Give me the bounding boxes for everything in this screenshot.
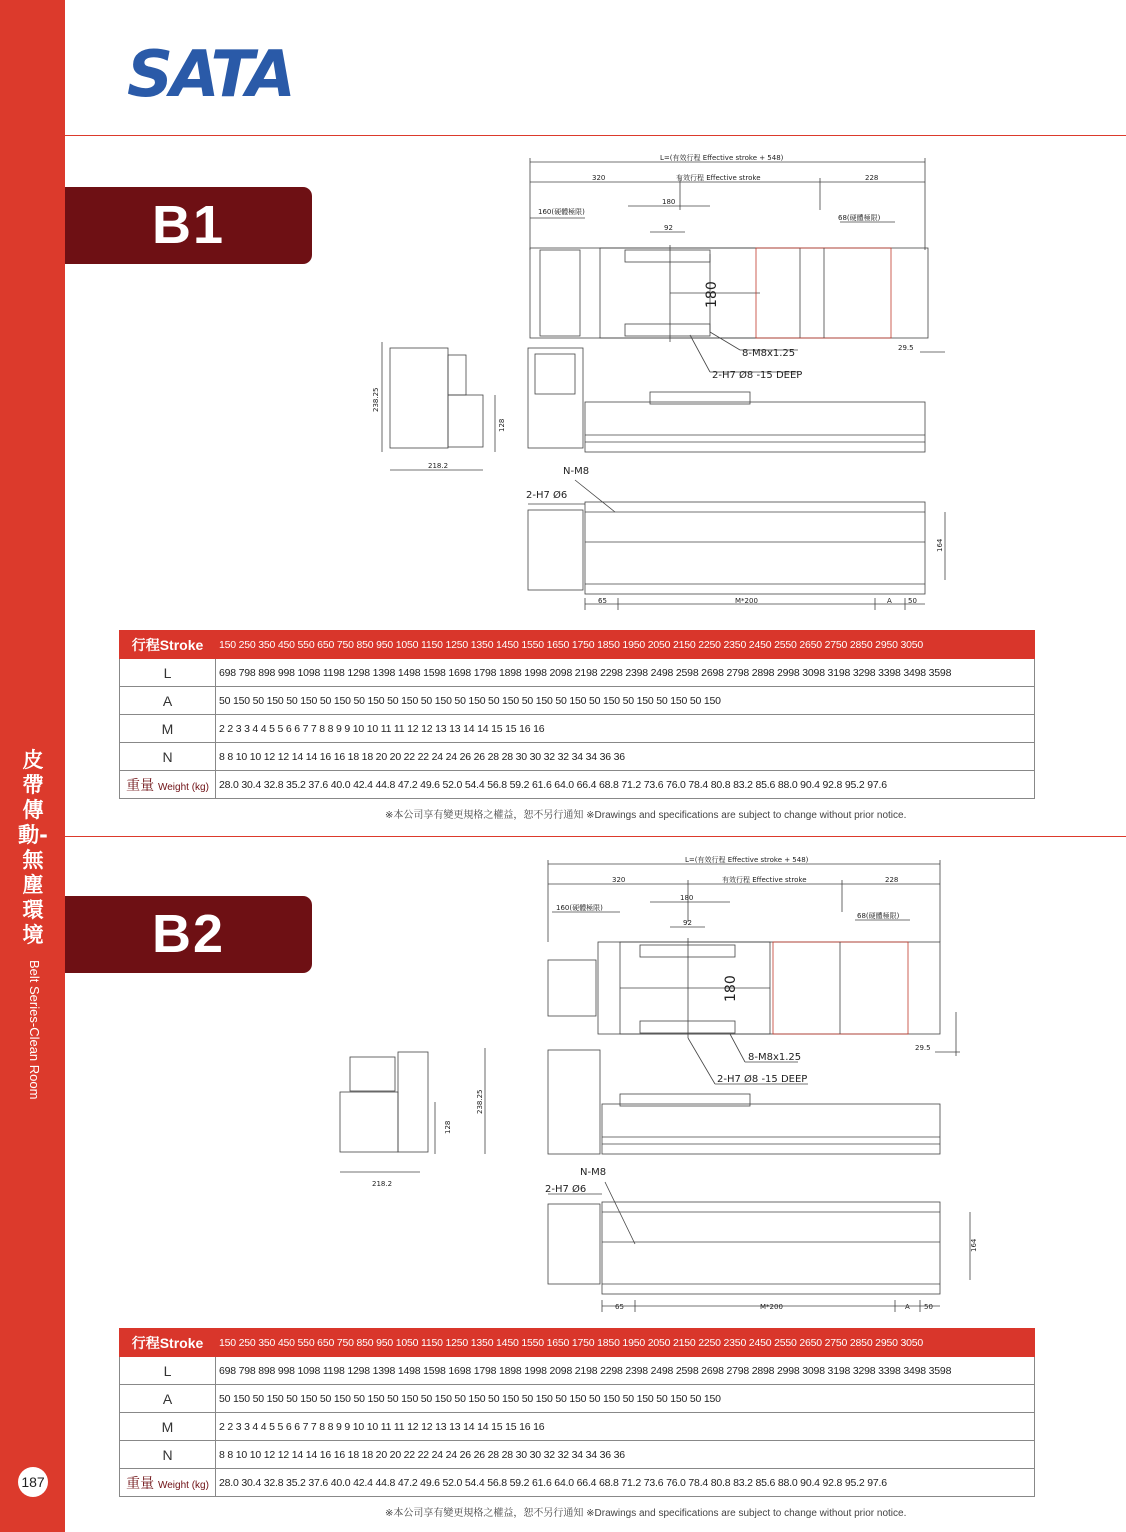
dim-h7-15: 2-H7 Ø8 -15 DEEP [712, 370, 803, 381]
dim-l-label: L=(有效行程 Effective stroke + 548) [685, 856, 809, 864]
section-rule-middle [65, 836, 1126, 837]
dim-h7-6: 2-H7 Ø6 [526, 490, 568, 501]
spec-table-b2 [119, 1328, 1035, 1497]
footnote-b1: ※本公司享有變更規格之權益，恕不另行通知 ※Drawings and specifications are subject to change without prior notice. [385, 810, 907, 821]
table-row [120, 1385, 1035, 1413]
dim-218-2: 218.2 [372, 1180, 393, 1188]
row-values-stroke: 150 250 350 450 550 650 750 850 950 1050 1150 1250 1350 1450 1550 1650 1750 1850 1950 2050 2150 2250 2350 2450 2550 2650 2750 2850 2950 3050 [216, 631, 1035, 659]
dim-m8: 8-M8x1.25 [742, 348, 796, 359]
dim-stroke: 有效行程 Effective stroke [676, 174, 761, 182]
dim-m200: M*200 [735, 597, 758, 605]
row-label-l: L [120, 1357, 216, 1385]
sidebar-title-en: Belt Series-Clean Room [27, 960, 42, 1100]
table-row [120, 1329, 1035, 1357]
row-label-n: N [120, 1441, 216, 1469]
table-row [120, 1413, 1035, 1441]
dim-180: 180 [704, 281, 720, 308]
model-tag-b2: B2 [65, 896, 312, 973]
sata-logo [125, 40, 295, 102]
row-label-a: A [120, 1385, 216, 1413]
table-row [120, 1469, 1035, 1497]
dim-m8: 8-M8x1.25 [748, 1052, 802, 1063]
dim-a: A [887, 597, 892, 605]
technical-drawing-b1 [360, 150, 960, 615]
row-values-weight: 28.0 30.4 32.8 35.2 37.6 40.0 42.4 44.8 47.2 49.6 52.0 54.4 56.8 59.2 61.6 64.0 66.4 68.8 71.2 73.6 76.0 78.4 80.8 83.2 85.6 88.0 90.4 92.8 95.2 97.6 [216, 771, 1035, 799]
table-row [120, 631, 1035, 659]
technical-drawing-b2 [320, 852, 980, 1317]
section-rule-top [65, 135, 1126, 136]
dim-320: 320 [612, 876, 626, 884]
dim-29-5: 29.5 [915, 1044, 931, 1052]
dim-68: 68(硬體極限) [838, 214, 881, 222]
dim-164: 164 [970, 1238, 978, 1252]
dim-238-25: 238.25 [476, 1089, 484, 1114]
row-values-n: 8 8 10 10 12 12 14 14 16 16 18 18 20 20 22 22 24 24 26 26 28 28 30 30 32 32 34 34 36 36 [216, 743, 1035, 771]
dim-29-5: 29.5 [898, 344, 914, 352]
table-row [120, 687, 1035, 715]
table-row [120, 743, 1035, 771]
table-row [120, 715, 1035, 743]
table-row [120, 1357, 1035, 1385]
dim-180-top: 180 [680, 894, 694, 902]
model-tag-b1: B1 [65, 187, 312, 264]
dim-65: 65 [598, 597, 607, 605]
dim-a: A [905, 1303, 910, 1311]
dim-m200: M*200 [760, 1303, 783, 1311]
row-values-n: 8 8 10 10 12 12 14 14 16 16 18 18 20 20 22 22 24 24 26 26 28 28 30 30 32 32 34 34 36 36 [216, 1441, 1035, 1469]
dim-160: 160(硬體極限) [556, 904, 603, 912]
row-values-l: 698 798 898 998 1098 1198 1298 1398 1498 1598 1698 1798 1898 1998 2098 2198 2298 2398 2498 2598 2698 2798 2898 2998 3098 3198 3298 3398 3498 3598 [216, 1357, 1035, 1385]
dim-stroke: 有效行程 Effective stroke [722, 876, 807, 884]
sidebar-title-cn: 皮帶傳動-無塵環境 [18, 748, 48, 947]
dim-128: 128 [498, 418, 506, 432]
table-row [120, 659, 1035, 687]
dim-l-label: L=(有效行程 Effective stroke + 548) [660, 154, 784, 162]
weight-label-cn: 重量 [126, 1474, 155, 1491]
weight-label-en: Weight (kg) [157, 1479, 209, 1491]
row-label-m: M [120, 1413, 216, 1441]
dim-n-m8: N-M8 [563, 466, 590, 477]
row-values-a: 50 150 50 150 50 150 50 150 50 150 50 150 50 150 50 150 50 150 50 150 50 150 50 150 50 150 50 150 50 150 [216, 1385, 1035, 1413]
dim-160: 160(硬體極限) [538, 208, 585, 216]
spec-table-b1 [119, 630, 1035, 799]
table-row [120, 771, 1035, 799]
table-row [120, 1441, 1035, 1469]
dim-h7-15: 2-H7 Ø8 -15 DEEP [717, 1074, 808, 1085]
row-label-a: A [120, 687, 216, 715]
page-number: 187 [18, 1467, 48, 1497]
row-label-weight [120, 771, 216, 799]
dim-180: 180 [723, 975, 739, 1002]
row-label-m: M [120, 715, 216, 743]
row-label-stroke: 行程Stroke [120, 1329, 216, 1357]
row-label-n: N [120, 743, 216, 771]
row-values-m: 2 2 3 3 4 4 5 5 6 6 7 7 8 8 9 9 10 10 11 11 12 12 13 13 14 14 15 15 16 16 [216, 1413, 1035, 1441]
dim-320: 320 [592, 174, 606, 182]
weight-label-cn: 重量 [126, 776, 155, 793]
row-values-m: 2 2 3 3 4 4 5 5 6 6 7 7 8 8 9 9 10 10 11 11 12 12 13 13 14 14 15 15 16 16 [216, 715, 1035, 743]
dim-n-m8: N-M8 [580, 1167, 607, 1178]
dim-50: 50 [924, 1303, 933, 1311]
dim-228: 228 [865, 174, 879, 182]
row-label-l: L [120, 659, 216, 687]
row-values-a: 50 150 50 150 50 150 50 150 50 150 50 150 50 150 50 150 50 150 50 150 50 150 50 150 50 150 50 150 50 150 [216, 687, 1035, 715]
row-values-stroke: 150 250 350 450 550 650 750 850 950 1050 1150 1250 1350 1450 1550 1650 1750 1850 1950 2050 2150 2250 2350 2450 2550 2650 2750 2850 2950 3050 [216, 1329, 1035, 1357]
weight-label-en: Weight (kg) [157, 781, 209, 793]
dim-65: 65 [615, 1303, 624, 1311]
dim-50: 50 [908, 597, 917, 605]
footnote-b2: ※本公司享有變更規格之權益，恕不另行通知 ※Drawings and specifications are subject to change without prior notice. [385, 1508, 907, 1519]
dim-h7-6: 2-H7 Ø6 [545, 1184, 587, 1195]
dim-218-2: 218.2 [428, 462, 449, 470]
dim-238-25: 238.25 [372, 387, 380, 412]
dim-92: 92 [683, 919, 692, 927]
dim-164: 164 [936, 538, 944, 552]
logo-text: SATA [127, 40, 293, 102]
dim-128: 128 [444, 1120, 452, 1134]
row-values-weight: 28.0 30.4 32.8 35.2 37.6 40.0 42.4 44.8 47.2 49.6 52.0 54.4 56.8 59.2 61.6 64.0 66.4 68.8 71.2 73.6 76.0 78.4 80.8 83.2 85.6 88.0 90.4 92.8 95.2 97.6 [216, 1469, 1035, 1497]
dim-68: 68(硬體極限) [857, 912, 900, 920]
row-label-stroke: 行程Stroke [120, 631, 216, 659]
dim-180-top: 180 [662, 198, 676, 206]
row-values-l: 698 798 898 998 1098 1198 1298 1398 1498 1598 1698 1798 1898 1998 2098 2198 2298 2398 2498 2598 2698 2798 2898 2998 3098 3198 3298 3398 3498 3598 [216, 659, 1035, 687]
row-label-weight [120, 1469, 216, 1497]
dim-228: 228 [885, 876, 899, 884]
dim-92: 92 [664, 224, 673, 232]
